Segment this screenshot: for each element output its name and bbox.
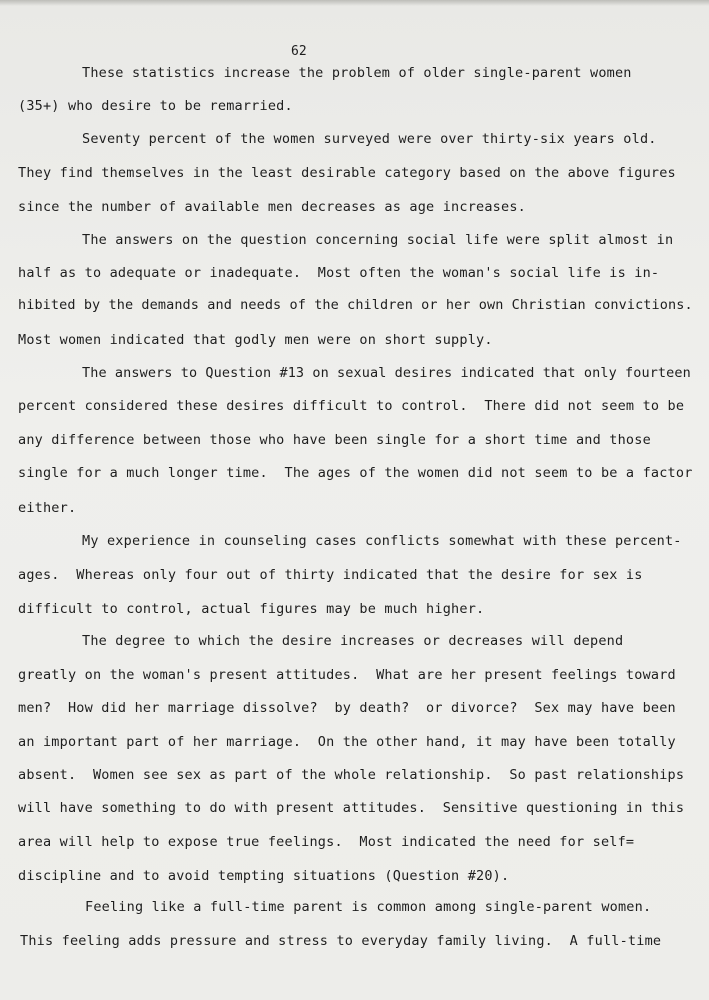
text-line: will have something to do with present attitudes. Sensitive questioning in this: [18, 800, 685, 816]
text-line: The answers on the question concerning social life were split almost in: [82, 232, 674, 248]
text-line: My experience in counseling cases conflicts somewhat with these percent-: [82, 533, 682, 549]
text-line: since the number of available men decreases as age increases.: [18, 199, 526, 215]
text-line: any difference between those who have been single for a short time and those: [18, 432, 651, 448]
page-number: 62: [291, 44, 307, 59]
text-line: These statistics increase the problem of older single-parent women: [82, 65, 632, 81]
text-line: difficult to control, actual figures may be much higher.: [18, 601, 485, 617]
text-line: either.: [18, 500, 77, 516]
text-line: Seventy percent of the women surveyed were over thirty-six years old.: [82, 131, 657, 147]
text-line: single for a much longer time. The ages of the women did not seem to be a factor: [18, 465, 693, 481]
text-line: ages. Whereas only four out of thirty indicated that the desire for sex is: [18, 567, 643, 583]
text-line: area will help to expose true feelings. Most indicated the need for self=: [18, 834, 635, 850]
text-line: an important part of her marriage. On the other hand, it may have been totally: [18, 734, 676, 750]
text-line: men? How did her marriage dissolve? by death? or divorce? Sex may have been: [18, 700, 676, 716]
text-line: The degree to which the desire increases or decreases will depend: [82, 633, 624, 649]
text-line: hibited by the demands and needs of the children or her own Christian convictions.: [18, 297, 693, 313]
text-line: discipline and to avoid tempting situations (Question #20).: [18, 868, 510, 884]
text-line: half as to adequate or inadequate. Most often the woman's social life is in-: [18, 265, 660, 281]
text-line: Most women indicated that godly men were on short supply.: [18, 332, 493, 348]
text-line: percent considered these desires difficult to control. There did not seem to be: [18, 398, 685, 414]
text-line: greatly on the woman's present attitudes. What are her present feelings toward: [18, 667, 676, 683]
text-line: The answers to Question #13 on sexual desires indicated that only fourteen: [82, 365, 691, 381]
text-line: They find themselves in the least desirable category based on the above figures: [18, 165, 676, 181]
text-line: Feeling like a full-time parent is common among single-parent women.: [85, 899, 652, 915]
text-line: (35+) who desire to be remarried.: [18, 98, 293, 114]
scan-edge: [0, 0, 709, 6]
text-line: This feeling adds pressure and stress to everyday family living. A full-time: [20, 933, 662, 949]
text-line: absent. Women see sex as part of the whole relationship. So past relationships: [18, 767, 685, 783]
